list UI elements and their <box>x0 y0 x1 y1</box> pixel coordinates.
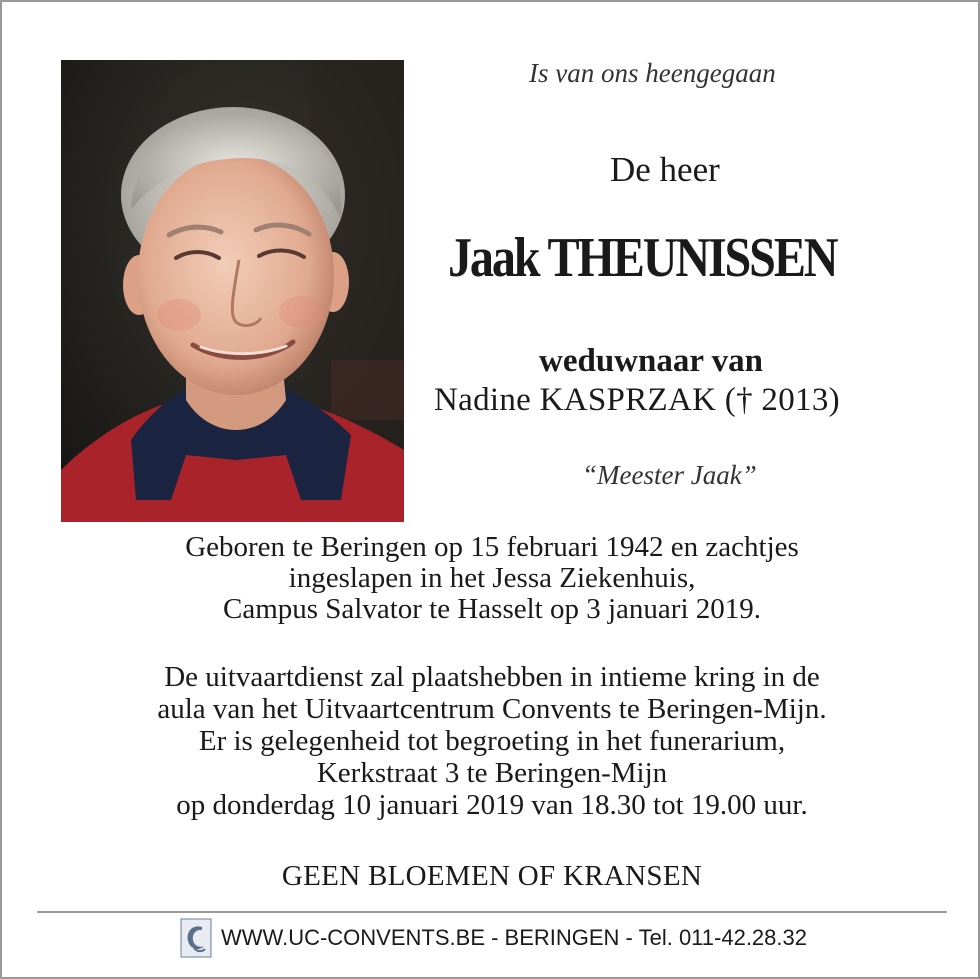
birth-line: ingeslapen in het Jessa Ziekenhuis, <box>288 562 696 594</box>
birth-line: Campus Salvator te Hasselt op 3 januari 2019. <box>222 593 761 625</box>
spouse-intro: weduwnaar van <box>539 343 764 379</box>
spouse-name: Nadine KASPRZAK († 2013) <box>434 382 840 418</box>
portrait-photo <box>61 60 404 522</box>
service-line: aula van het Uitvaartcentrum Convents te Beringen-Mijn. <box>157 693 827 725</box>
service-line: op donderdag 10 januari 2019 van 18.30 tot 19.00 uur. <box>176 789 808 821</box>
funeral-home-logo-icon <box>180 918 212 958</box>
footer-contact-text: WWW.UC-CONVENTS.BE - BERINGEN - Tel. 011-42.28.32 <box>221 925 807 950</box>
service-line: Kerkstraat 3 te Beringen-Mijn <box>316 757 668 789</box>
footer-divider <box>37 911 947 913</box>
birth-line: Geboren te Beringen op 15 februari 1942 en zachtjes <box>185 531 799 563</box>
service-line: Er is gelegenheid tot begroeting in het funerarium, <box>198 725 786 757</box>
service-line: De uitvaartdienst zal plaatshebben in intieme kring in de <box>164 661 820 693</box>
heading-text: Is van ons heengegaan <box>529 58 776 88</box>
nickname: “Meester Jaak” <box>582 460 757 490</box>
flowers-notice: GEEN BLOEMEN OF KRANSEN <box>281 860 703 892</box>
service-paragraph <box>2 661 980 821</box>
birth-paragraph <box>2 532 980 625</box>
title-prefix: De heer <box>610 150 720 189</box>
deceased-name: Jaak THEUNISSEN <box>448 227 837 289</box>
